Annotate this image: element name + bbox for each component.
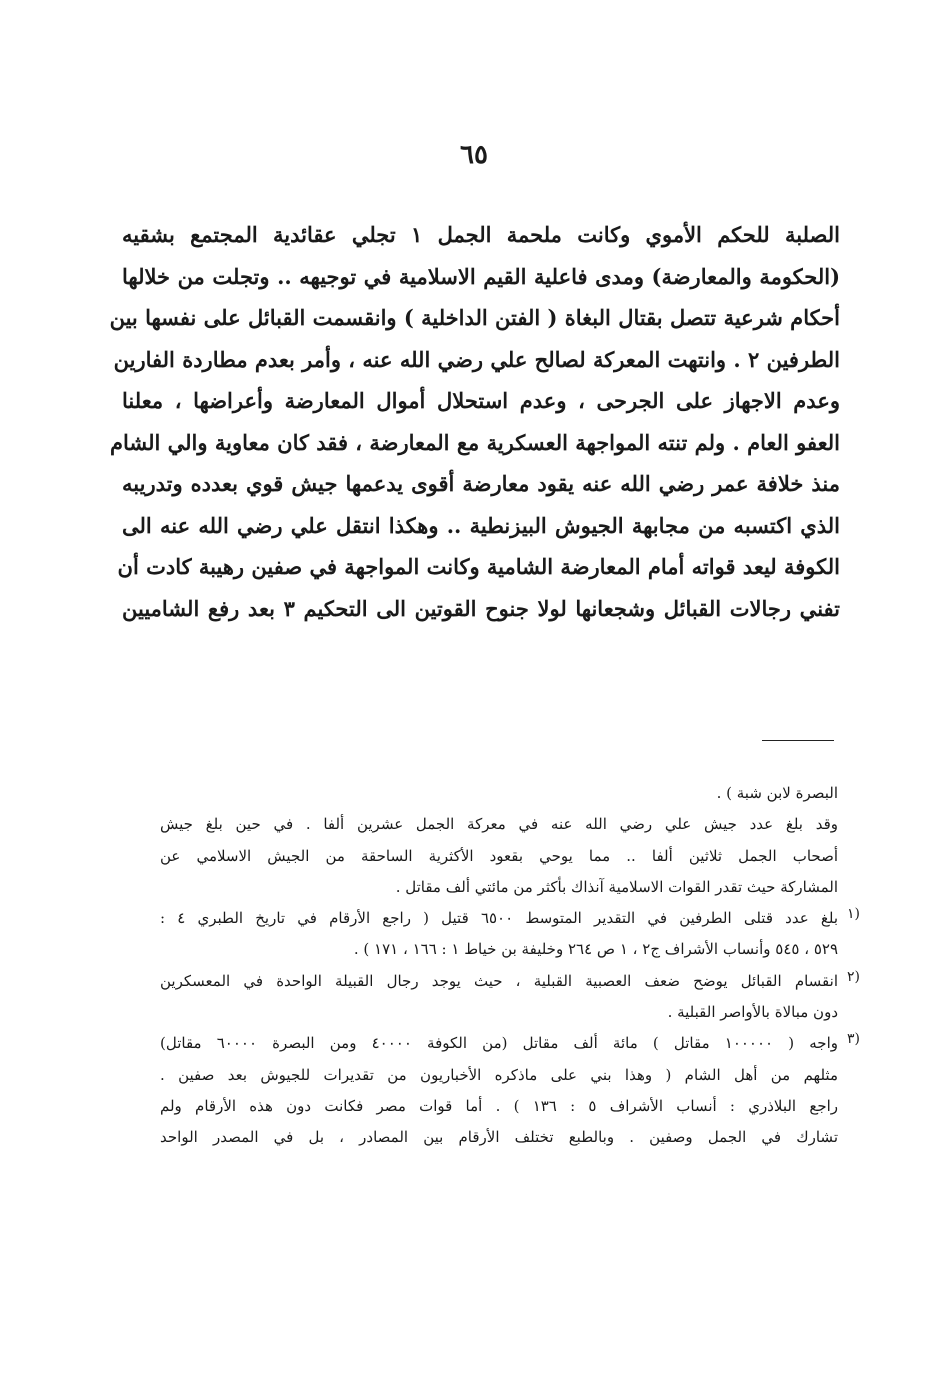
text-line: الطرفين ٢ . وانتهت المعركة لصالح علي رضي الله عنه ، وأمر بعدم مطاردة الفارين <box>113 346 840 372</box>
footnote-line <box>160 809 838 840</box>
footnote-text: واجه ( ١٠٠٠٠٠ مقاتل ) مائة ألف مقاتل (من الكوفة ٤٠٠٠٠ ومن البصرة ٦٠٠٠٠ مقاتل) <box>160 1034 838 1053</box>
footnote-text: المشاركة حيث تقدر القوات الاسلامية آنذاك بأكثر من مائتي ألف مقاتل . <box>395 877 838 896</box>
footnote-line <box>160 1028 860 1059</box>
footnote-line <box>160 841 838 872</box>
main-text <box>109 214 840 629</box>
footnote-text: بلغ عدد قتلى الطرفين في التقدير المتوسط ٦٥٠٠ قتيل ( راجع الأرقام في تاريخ الطبري ٤ : <box>160 909 838 928</box>
text-line: وعدم الاجهاز على الجرحى ، وعدم استحلال أموال المعارضة وأعراضها ، معلنا <box>122 388 840 413</box>
footnote-line <box>160 934 838 965</box>
footnote-text: وقد بلغ عدد جيش علي رضي الله عنه في معركة الجمل عشرين ألفا . في حين بلغ جيش <box>160 815 838 834</box>
footnote-marker: (١ <box>847 906 860 923</box>
footnotes <box>160 778 860 1154</box>
text-line: أحكام شرعية تتصل بقتال البغاة ( الفتن الداخلية ) وانقسمت القبائل على نفسها بين <box>109 305 840 330</box>
text-line: الكوفة ليعد قواته أمام المعارضة الشامية وكانت المواجهة في صفين رهيبة كادت أن <box>117 554 840 579</box>
footnote-marker: (٢ <box>847 968 860 985</box>
footnote-text: ٥٢٩ ، ٥٤٥ وأنساب الأشراف ج٢ ، ١ ص ٢٦٤ وخليفة بن خياط ١ : ١٦٦ ، ١٧١ ) . <box>353 940 838 959</box>
footnote-line <box>160 997 838 1028</box>
footnote-text: مثلهم من أهل الشام ( وهذا بني على ماذكره الأخباريون من تقديرات للجيوش بعد صفين . <box>160 1065 838 1084</box>
footnote-text: انقسام القبائل يوضح ضعف العصبية القبلية ، حيث يوجد رجال القبيلة الواحدة في المعسكرين <box>160 971 838 990</box>
footnote-text: تشارك في الجمل وصفين . وبالطبع تختلف الأرقام بين المصادر ، بل في المصدر الواحد <box>160 1128 838 1147</box>
footnote-text: البصرة لابن شبة ) . <box>716 784 838 802</box>
footnote-separator <box>762 740 834 741</box>
footnote-text: دون مبالاة بالأواصر القبلية . <box>667 1003 838 1022</box>
text-line: العفو العام . ولم تنته المواجهة العسكرية مع المعارضة ، فقد كان معاوية والي الشام <box>109 429 840 455</box>
footnote-line <box>160 1060 838 1091</box>
text-line: (الحكومة والمعارضة) ومدى فاعلية القيم الاسلامية في توجيهه .. وتجلت من خلالها <box>122 263 840 289</box>
footnote-line <box>160 903 860 934</box>
footnote-line <box>160 1122 838 1153</box>
footnote-marker: (٣ <box>847 1031 860 1048</box>
footnote-line <box>160 966 860 997</box>
text-line: تفني رجالات القبائل وشجعانها لولا جنوح القوتين الى التحكيم ٣ بعد رفع الشاميين <box>122 595 840 621</box>
footnote-text: راجع البلاذري : أنساب الأشراف ٥ : ١٣٦ ) . أما قوات مصر فكانت دون هذه الأرقام ولم <box>160 1096 838 1115</box>
footnote-line <box>160 872 838 903</box>
footnote-line <box>160 778 838 809</box>
footnote-text: أصحاب الجمل ثلاثين ألفا .. مما يوحي بقعود الأكثرية الساحقة من الجيش الاسلامي عن <box>160 846 838 865</box>
text-line: منذ خلافة عمر رضي الله عنه يقود معارضة أقوى يدعمها جيش قوي بعدده وتدريبه <box>122 471 840 496</box>
text-line: الذي اكتسبه من مجابهة الجيوش البيزنطية .. وهكذا انتقل علي رضي الله عنه الى <box>122 512 840 538</box>
footnote-line <box>160 1091 838 1122</box>
page-number: ٦٥ <box>460 140 488 170</box>
text-line: الصلبة للحكم الأموي وكانت ملحمة الجمل ١ تجلي عقائدية المجتمع بشقيه <box>122 222 840 247</box>
